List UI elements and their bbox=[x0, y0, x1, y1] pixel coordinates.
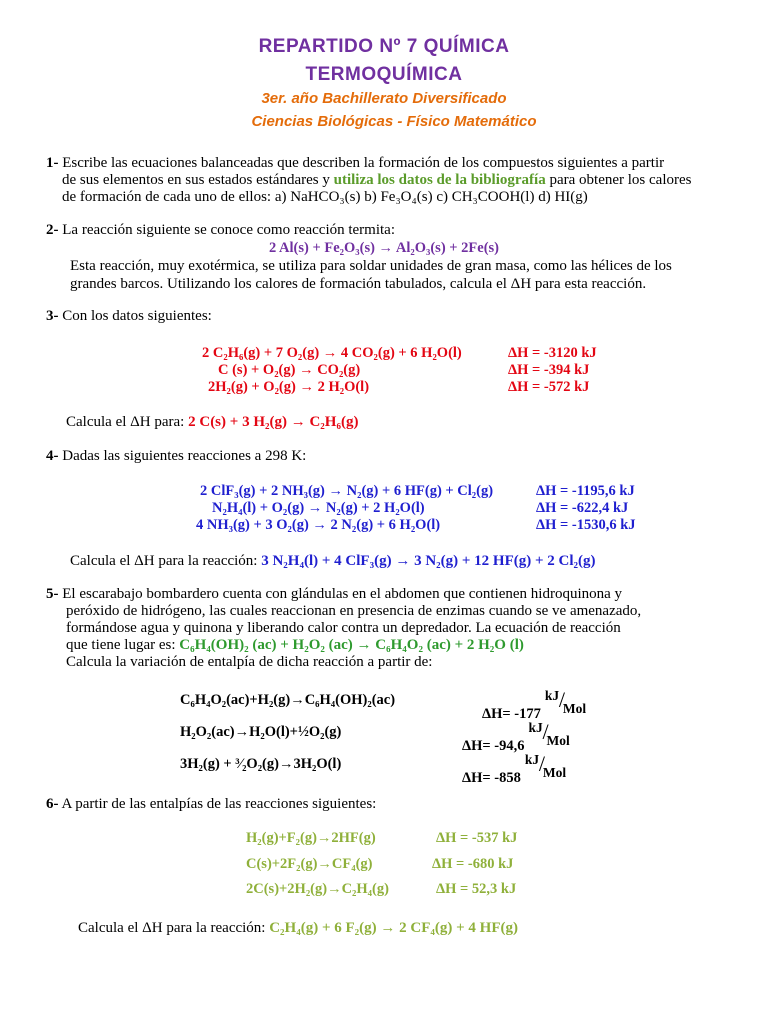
q6-dh-2: ΔH = -680 kJ bbox=[432, 856, 514, 872]
q5-dh-2: ΔH= -94,6 bbox=[462, 738, 525, 754]
q5-dh-1-row bbox=[482, 687, 595, 723]
title-line1: REPARTIDO Nº 7 QUÍMICA bbox=[258, 36, 510, 57]
q5-text-1: El escarabajo bombardero cuenta con glándulas en el abdomen que contienen hidroquinona y bbox=[62, 586, 623, 602]
q2-number: 2- bbox=[46, 222, 59, 238]
unit-mol: Mol bbox=[546, 733, 570, 748]
q5-line3: formándose agua y quinona y liberando calor contra un depredador. La ecuación de reacción bbox=[66, 620, 621, 636]
q4-eq-3: 4 NH₃(g) + 3 O₂(g) → 2 N₂(g) + 6 H₂O(l) bbox=[196, 517, 441, 533]
q3-dh-3: ΔH = -572 kJ bbox=[508, 379, 590, 395]
q4-calc-eq: 3 N₂H₄(l) + 4 ClF₃(g) → 3 N₂(g) + 12 HF(g) + 2 Cl₂(g) bbox=[261, 553, 596, 569]
q5-reaction: C₆H₄(OH)₂ (ac) + H₂O₂ (ac) → C₆H₄O₂ (ac) + 2 H₂O (l) bbox=[179, 637, 524, 653]
q1-number: 1- bbox=[46, 155, 59, 171]
q3-dh-1: ΔH = -3120 kJ bbox=[508, 345, 597, 361]
q2-equation: 2 Al(s) + Fe₂O₃(s) → Al₂O₃(s) + 2Fe(s) bbox=[268, 240, 500, 256]
q4-dh-3: ΔH = -1530,6 kJ bbox=[536, 517, 636, 533]
q1-line1 bbox=[46, 155, 664, 172]
subtitle-line2: Ciencias Biológicas - Físico Matemático bbox=[251, 113, 537, 130]
q5-unit-2: kJ / Mol bbox=[528, 719, 570, 748]
unit-kj: kJ bbox=[524, 752, 540, 767]
unit-kj: kJ bbox=[528, 720, 543, 735]
q2-line2: Esta reacción, muy exotérmica, se utiliza para soldar unidades de gran masa, como las hélices de los bbox=[70, 258, 672, 274]
q6-eq-2: C(s)+2F₂(g)→CF₄(g) bbox=[246, 856, 373, 872]
q6-number: 6- bbox=[46, 796, 59, 812]
q5-unit-3: kJ / Mol bbox=[524, 751, 567, 780]
q3-calc-label: Calcula el ΔH para: bbox=[66, 414, 189, 430]
q3-eq-1: 2 C₂H₆(g) + 7 O₂(g) → 4 CO₂(g) + 6 H₂O(l) bbox=[202, 345, 462, 361]
q5-dh-1: ΔH= -177 bbox=[482, 706, 541, 722]
q1-text-1: Escribe las ecuaciones balanceadas que describen la formación de los compuestos siguientes a partir bbox=[62, 155, 665, 171]
q6-calc-eq: C₂H₄(g) + 6 F₂(g) → 2 CF₄(g) + 4 HF(g) bbox=[269, 920, 519, 936]
unit-mol: Mol bbox=[562, 701, 587, 716]
q4-eq-2: N₂H₄(l) + O₂(g) → N₂(g) + 2 H₂O(l) bbox=[212, 500, 425, 516]
q1-line2 bbox=[62, 172, 692, 189]
unit-kj: kJ bbox=[544, 688, 560, 703]
q3-line1 bbox=[46, 308, 212, 325]
q1-text-2c: para obtener los calores bbox=[545, 172, 692, 188]
q5-line5: Calcula la variación de entalpía de dicha reacción a partir de: bbox=[66, 654, 433, 670]
q5-dh-3: ΔH= -858 bbox=[462, 770, 521, 786]
title-line2: TERMOQUÍMICA bbox=[305, 64, 463, 85]
q6-eq-1: H₂(g)+F₂(g)→2HF(g) bbox=[246, 830, 376, 846]
q3-eq-2: C (s) + O₂(g) → CO₂(g) bbox=[218, 362, 361, 378]
q6-line1 bbox=[46, 796, 376, 813]
q3-calc bbox=[66, 414, 358, 431]
q3-eq-3: 2H₂(g) + O₂(g) → 2 H₂O(l) bbox=[208, 379, 370, 395]
q5-unit-1: kJ / Mol bbox=[544, 687, 587, 716]
q5-eq-1: C₆H₄O₂(ac)+H₂(g)→C₆H₄(OH)₂(ac) bbox=[180, 692, 396, 708]
q2-line1 bbox=[46, 222, 395, 239]
q5-eq-2: H₂O₂(ac)→H₂O(l)+½O₂(g) bbox=[180, 724, 342, 740]
q4-number: 4- bbox=[46, 448, 59, 464]
q6-dh-3: ΔH = 52,3 kJ bbox=[436, 881, 517, 897]
q5-line4-label: que tiene lugar es: bbox=[66, 637, 180, 653]
q5-line4 bbox=[66, 637, 524, 654]
q4-calc bbox=[70, 553, 596, 570]
q4-line1 bbox=[46, 448, 306, 465]
q1-highlight: utiliza los datos de la bibliografía bbox=[333, 172, 546, 188]
q5-line2: peróxido de hidrógeno, las cuales reaccionan en presencia de enzimas cuando se ve amenazado, bbox=[66, 603, 642, 619]
q3-number: 3- bbox=[46, 308, 59, 324]
q4-text-1: Dadas las siguientes reacciones a 298 K: bbox=[62, 448, 307, 464]
q6-calc bbox=[78, 920, 518, 937]
subtitle-line1: 3er. año Bachillerato Diversificado bbox=[261, 90, 507, 107]
unit-mol: Mol bbox=[542, 765, 567, 780]
q5-line1 bbox=[46, 586, 622, 603]
q5-dh-3-row bbox=[462, 751, 575, 787]
q6-text-1: A partir de las entalpías de las reacciones siguientes: bbox=[61, 796, 377, 812]
q6-eq-3: 2C(s)+2H₂(g)→C₂H₄(g) bbox=[246, 881, 389, 897]
q4-calc-label: Calcula el ΔH para la reacción: bbox=[70, 553, 262, 569]
q4-dh-2: ΔH = -622,4 kJ bbox=[536, 500, 629, 516]
q1-line3: de formación de cada uno de ellos: a) NaHCO₃(s) b) Fe₃O₄(s) c) CH₃COOH(l) d) HI(g) bbox=[62, 189, 588, 205]
q5-number: 5- bbox=[46, 586, 59, 602]
q3-dh-2: ΔH = -394 kJ bbox=[508, 362, 590, 378]
q6-dh-1: ΔH = -537 kJ bbox=[436, 830, 518, 846]
q2-text-1: La reacción siguiente se conoce como reacción termita: bbox=[62, 222, 396, 238]
q4-eq-1: 2 ClF₃(g) + 2 NH₃(g) → N₂(g) + 6 HF(g) + Cl₂(g) bbox=[200, 483, 494, 499]
q1-text-2a: de sus elementos en sus estados estándares y bbox=[62, 172, 334, 188]
q3-text-1: Con los datos siguientes: bbox=[62, 308, 212, 324]
q5-dh-2-row bbox=[462, 719, 578, 755]
q3-calc-eq: 2 C(s) + 3 H₂(g) → C₂H₆(g) bbox=[188, 414, 359, 430]
q2-line3: grandes barcos. Utilizando los calores de formación tabulados, calcula el ΔH para esta reacción. bbox=[70, 276, 647, 292]
q4-dh-1: ΔH = -1195,6 kJ bbox=[536, 483, 635, 499]
q5-eq-3: 3H₂(g) + ³⁄₂O₂(g)→3H₂O(l) bbox=[180, 756, 342, 772]
q6-calc-label: Calcula el ΔH para la reacción: bbox=[78, 920, 270, 936]
